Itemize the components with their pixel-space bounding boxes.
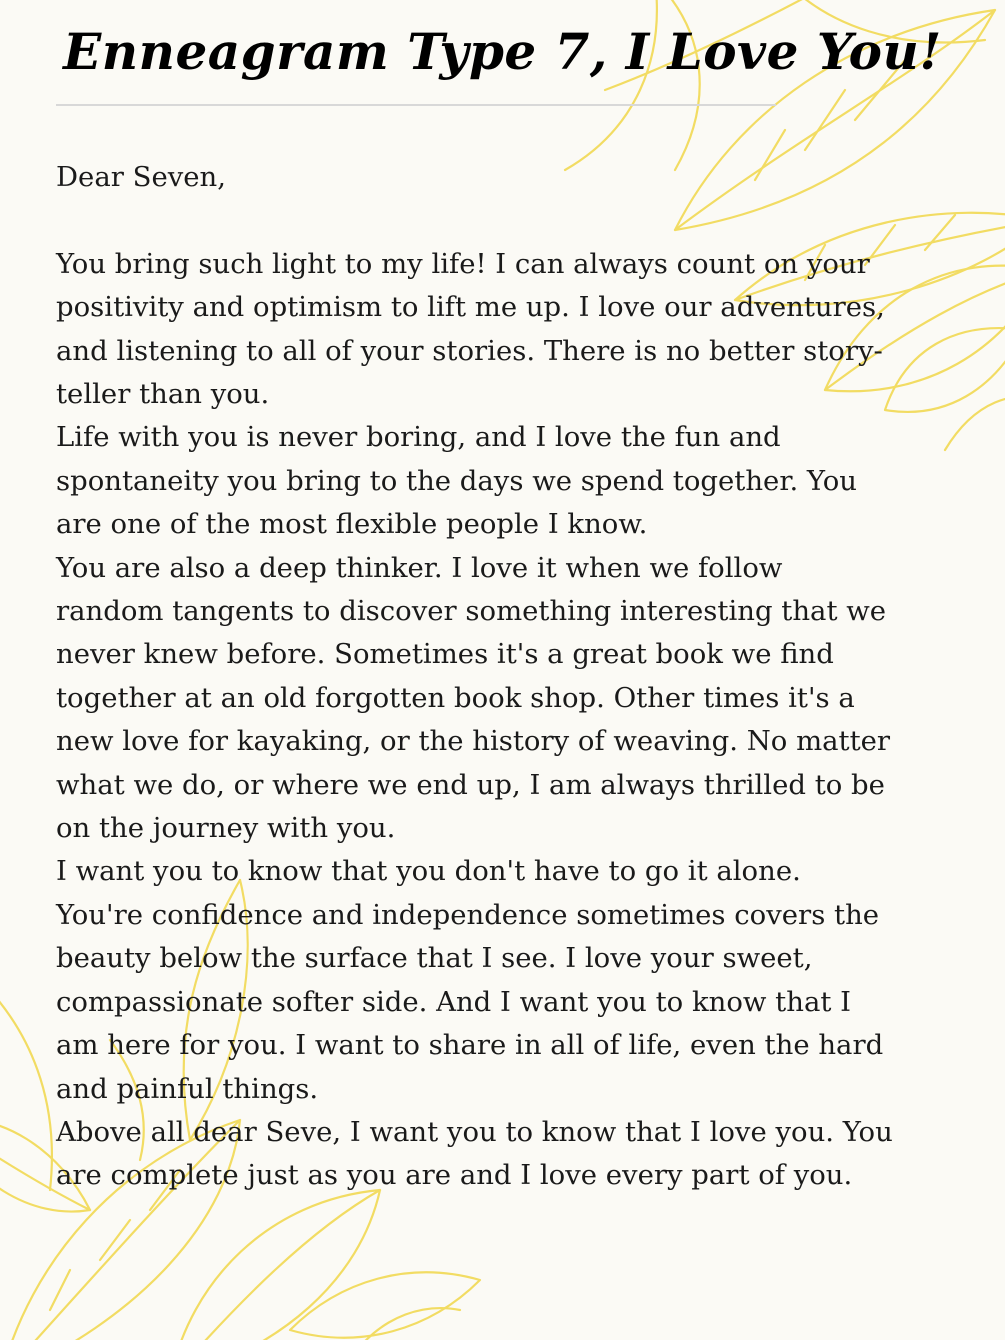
letter-body bbox=[56, 156, 896, 1198]
letter-paragraph: You bring such light to my life! I can always count on your positivity and optimism to lift me up. I love our adventures, and listening to all of your stories. There is no better story-teller than you. bbox=[56, 247, 885, 411]
letter-paragraph: I want you to know that you don't have to go it alone. You're confidence and independence sometimes covers the beauty below the surface that I see. I love your sweet, compassionate softer side. And I want you to know that I am here for you. I want to share in all of life, even the hard and painful things. bbox=[56, 855, 884, 1105]
title-divider bbox=[56, 104, 776, 106]
letter-paragraph: Life with you is never boring, and I love the fun and spontaneity you bring to the days we spend together. You are one of the most flexible people I know. bbox=[56, 421, 857, 541]
page-title: Enneagram Type 7, I Love You! bbox=[63, 22, 942, 81]
letter-greeting: Dear Seven, bbox=[56, 161, 226, 193]
letter-paragraph: Above all dear Seve, I want you to know that I love you. You are complete just as you are and I love every part of you. bbox=[56, 1115, 893, 1192]
letter-paragraph: You are also a deep thinker. I love it when we follow random tangents to discover something interesting that we never knew before. Sometimes it's a great book we find together at an old forgotten book shop. Other times it's a new love for kayaking, or the history of weaving. No matter what we do, or where we end up, I am always thrilled to be on the journey with you. bbox=[56, 551, 891, 845]
